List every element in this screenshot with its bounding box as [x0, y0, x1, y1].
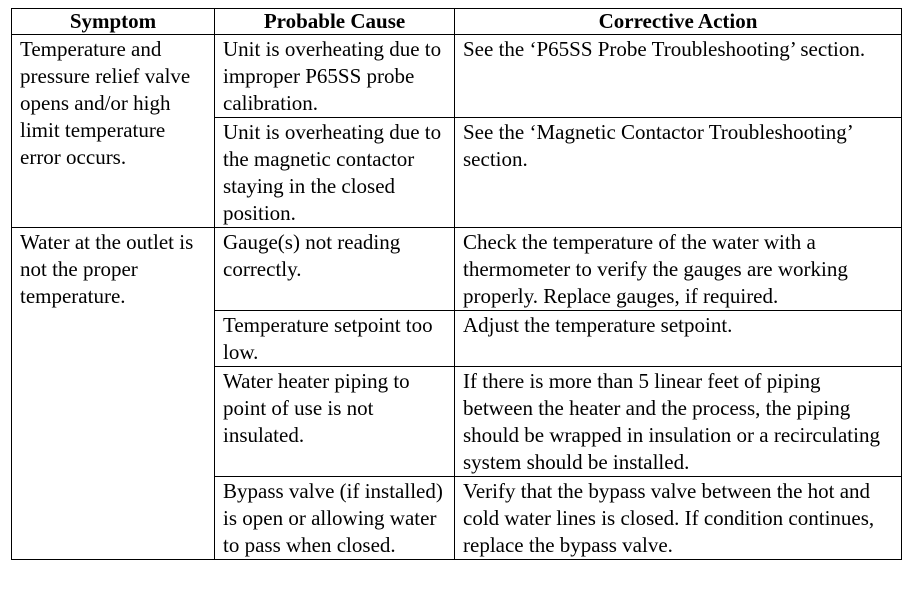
action-cell: See the ‘P65SS Probe Troubleshooting’ section.	[455, 35, 902, 118]
table-row	[12, 35, 902, 118]
cause-cell: Temperature setpoint too low.	[215, 311, 455, 367]
action-cell: Verify that the bypass valve between the hot and cold water lines is closed. If condition continues, replace the bypass valve.	[455, 477, 902, 560]
cause-cell: Water heater piping to point of use is not insulated.	[215, 367, 455, 477]
header-corrective-action: Corrective Action	[455, 9, 902, 35]
action-cell: See the ‘Magnetic Contactor Troubleshooting’ section.	[455, 118, 902, 228]
troubleshooting-table	[11, 8, 902, 560]
cause-cell: Unit is overheating due to the magnetic contactor staying in the closed position.	[215, 118, 455, 228]
header-symptom: Symptom	[12, 9, 215, 35]
header-probable-cause: Probable Cause	[215, 9, 455, 35]
table-row	[12, 228, 902, 311]
header-row	[12, 9, 902, 35]
cause-cell: Bypass valve (if installed) is open or allowing water to pass when closed.	[215, 477, 455, 560]
action-cell: Check the temperature of the water with a thermometer to verify the gauges are working properly. Replace gauges, if required.	[455, 228, 902, 311]
cause-cell: Gauge(s) not reading correctly.	[215, 228, 455, 311]
symptom-cell: Water at the outlet is not the proper temperature.	[12, 228, 215, 560]
cause-cell: Unit is overheating due to improper P65SS probe calibration.	[215, 35, 455, 118]
symptom-cell: Temperature and pressure relief valve opens and/or high limit temperature error occurs.	[12, 35, 215, 228]
action-cell: If there is more than 5 linear feet of piping between the heater and the process, the piping should be wrapped in insulation or a recirculating system should be installed.	[455, 367, 902, 477]
action-cell: Adjust the temperature setpoint.	[455, 311, 902, 367]
